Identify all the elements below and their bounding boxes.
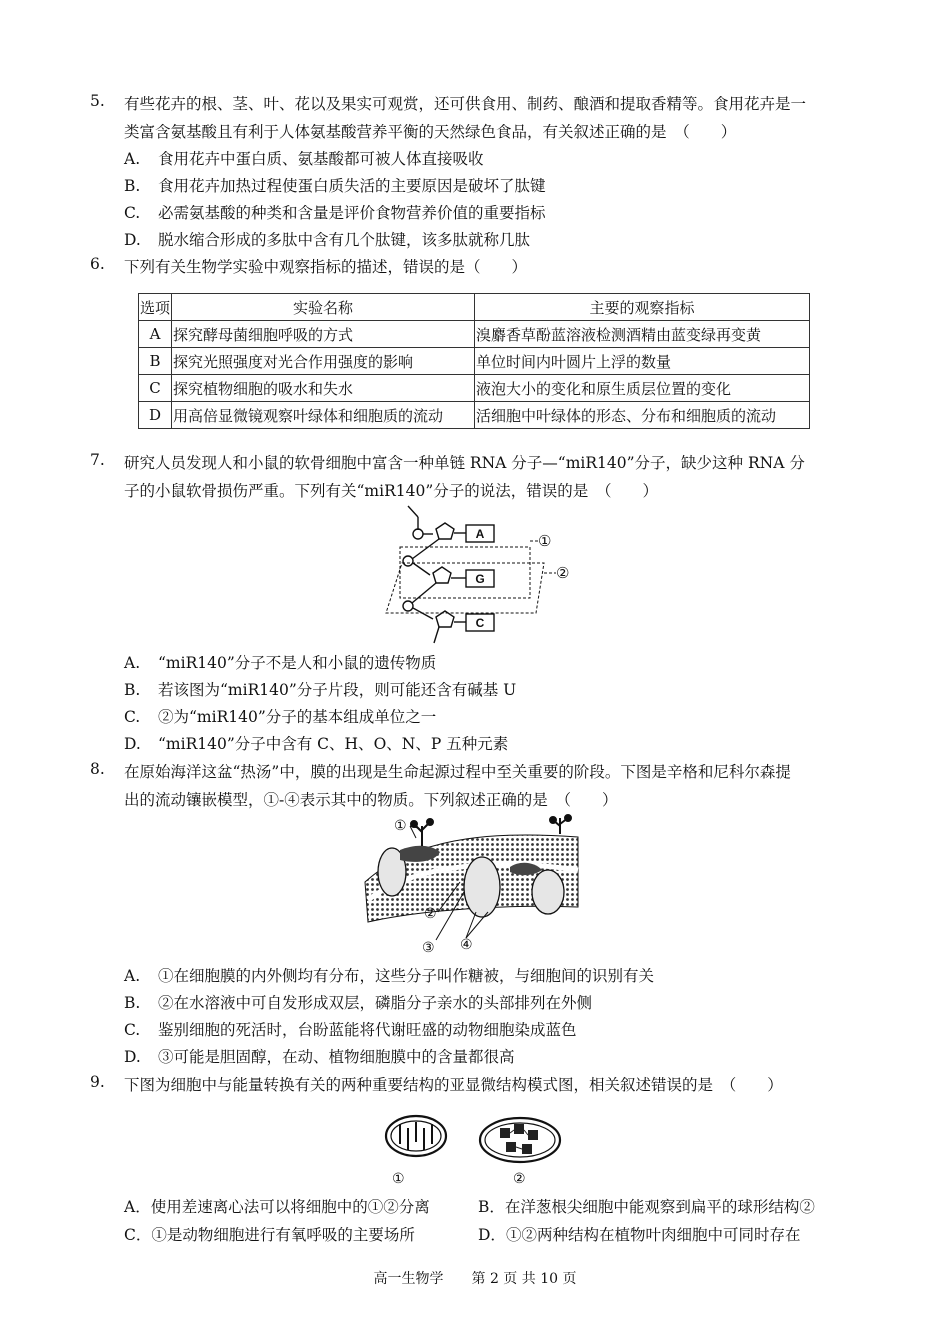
page-footer: 高一生物学 第 2 页 共 10 页 bbox=[373, 1271, 577, 1287]
option-d: D. 脱水缩合形成的多肽中含有几个肽键，该多肽就称几肽 bbox=[124, 231, 531, 249]
base-g-label: G bbox=[475, 572, 485, 586]
option-d: D. ③可能是胆固醇，在动、植物细胞膜中的含量都很高 bbox=[124, 1048, 515, 1066]
label-4: ④ bbox=[460, 937, 473, 953]
option-c: C. ②为“miR140”分子的基本组成单位之一 bbox=[124, 708, 437, 726]
question-stem: 子的小鼠软骨损伤严重。下列有关“miR140”分子的说法，错误的是 （ ） bbox=[124, 482, 659, 500]
question-number: 9. bbox=[90, 1073, 105, 1091]
question-stem: 在原始海洋这盆“热汤”中，膜的出现是生命起源过程中至关重要的阶段。下图是辛格和尼科尔森提 bbox=[124, 763, 791, 781]
question-stem: 研究人员发现人和小鼠的软骨细胞中富含一种单链 RNA 分子—“miR140”分子，缺少这种 RNA 分 bbox=[124, 454, 805, 472]
question-stem: 出的流动镶嵌模型，①-④表示其中的物质。下列叙述正确的是 （ ） bbox=[124, 791, 618, 809]
organelles-diagram bbox=[380, 1108, 570, 1188]
table-row: D 用高倍显微镜观察叶绿体和细胞质的流动 活细胞中叶绿体的形态、分布和细胞质的流动 bbox=[139, 402, 810, 429]
label-3: ③ bbox=[422, 940, 435, 956]
table-row: B 探究光照强度对光合作用强度的影响 单位时间内叶圆片上浮的数量 bbox=[139, 348, 810, 375]
option-d: D．①②两种结构在植物叶肉细胞中可同时存在 bbox=[478, 1226, 801, 1244]
table-header-row: 选项 实验名称 主要的观察指标 bbox=[139, 294, 810, 321]
rna-strand-diagram bbox=[378, 503, 583, 648]
question-number: 7. bbox=[90, 451, 105, 469]
question-number: 6. bbox=[90, 255, 105, 273]
label-1: ① bbox=[538, 532, 552, 550]
base-a-label: A bbox=[475, 527, 485, 541]
label-1: ① bbox=[392, 1171, 405, 1187]
question-number: 5. bbox=[90, 92, 105, 110]
option-c: C．①是动物细胞进行有氧呼吸的主要场所 bbox=[124, 1226, 415, 1244]
option-b: B．在洋葱根尖细胞中能观察到扁平的球形结构② bbox=[478, 1198, 815, 1216]
fluid-mosaic-model-diagram bbox=[360, 812, 585, 957]
option-d: D. “miR140”分子中含有 C、H、O、N、P 五种元素 bbox=[124, 735, 509, 753]
question-stem: 有些花卉的根、茎、叶、花以及果实可观赏，还可供食用、制药、酿酒和提取香精等。食用花卉是一 bbox=[124, 95, 807, 113]
question-number: 8. bbox=[90, 760, 105, 778]
question-stem: 类富含氨基酸且有利于人体氨基酸营养平衡的天然绿色食品，有关叙述正确的是 （ ） bbox=[124, 123, 737, 141]
label-1: ① bbox=[394, 818, 407, 834]
observation-table bbox=[138, 293, 810, 429]
table-row: C 探究植物细胞的吸水和失水 液泡大小的变化和原生质层位置的变化 bbox=[139, 375, 810, 402]
option-a: A. 食用花卉中蛋白质、氨基酸都可被人体直接吸收 bbox=[124, 150, 484, 168]
option-b: B. 食用花卉加热过程使蛋白质失活的主要原因是破坏了肽键 bbox=[124, 177, 546, 195]
option-a: A. “miR140”分子不是人和小鼠的遗传物质 bbox=[124, 654, 437, 672]
label-2: ② bbox=[556, 564, 570, 582]
question-stem: 下列有关生物学实验中观察指标的描述，错误的是（ ） bbox=[124, 258, 528, 276]
option-b: B. 若该图为“miR140”分子片段，则可能还含有碱基 U bbox=[124, 681, 517, 699]
option-c: C. 鉴别细胞的死活时，台盼蓝能将代谢旺盛的动物细胞染成蓝色 bbox=[124, 1021, 577, 1039]
base-c-label: C bbox=[475, 616, 485, 630]
label-2: ② bbox=[424, 906, 437, 922]
option-c: C. 必需氨基酸的种类和含量是评价食物营养价值的重要指标 bbox=[124, 204, 546, 222]
table-row: A 探究酵母菌细胞呼吸的方式 溴麝香草酚蓝溶液检测酒精由蓝变绿再变黄 bbox=[139, 321, 810, 348]
option-a: A. ①在细胞膜的内外侧均有分布，这些分子叫作糖被，与细胞间的识别有关 bbox=[124, 967, 655, 985]
option-b: B. ②在水溶液中可自发形成双层，磷脂分子亲水的头部排列在外侧 bbox=[124, 994, 593, 1012]
question-stem: 下图为细胞中与能量转换有关的两种重要结构的亚显微结构模式图，相关叙述错误的是 （ ） bbox=[124, 1076, 783, 1094]
label-2: ② bbox=[513, 1171, 526, 1187]
option-a: A．使用差速离心法可以将细胞中的①②分离 bbox=[124, 1198, 430, 1216]
